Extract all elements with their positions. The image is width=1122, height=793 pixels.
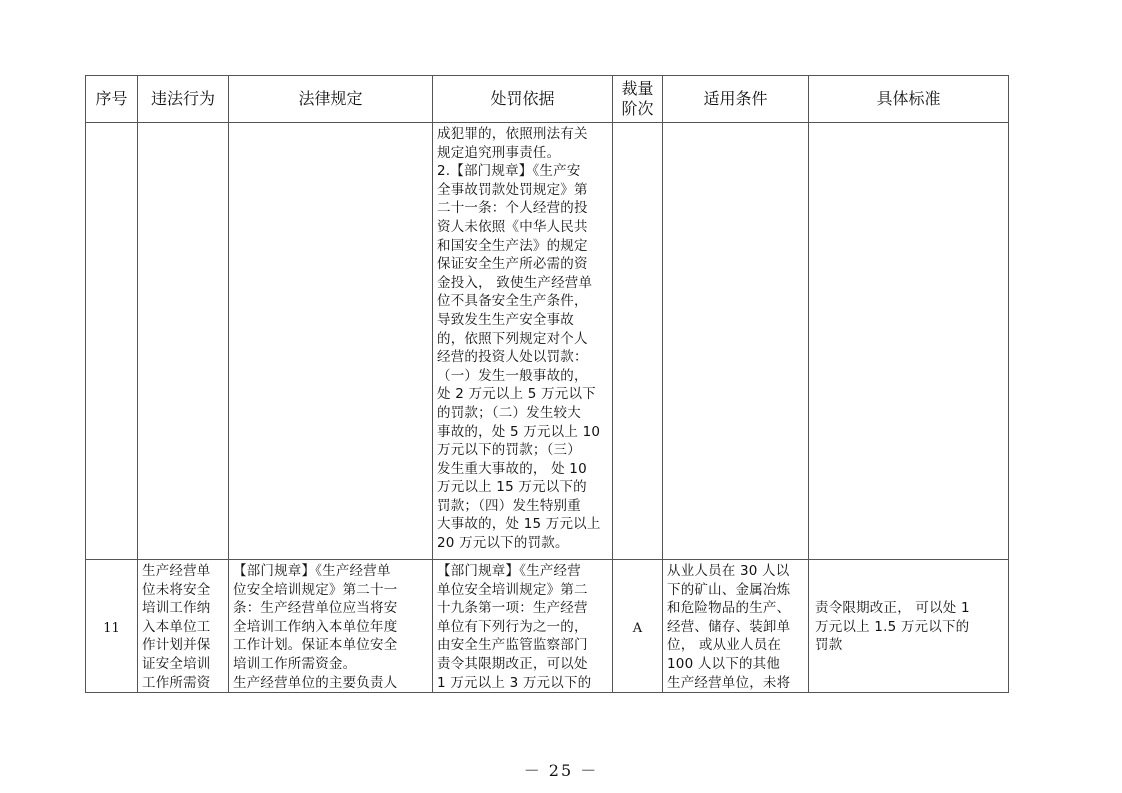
legal-provision-line: 全培训工作纳入本单位年度 [233, 618, 398, 635]
violation-line: 位未将安全 [142, 581, 211, 598]
penalty-basis-line: 1 万元以上 3 万元以下的 [437, 674, 592, 691]
row-index: 11 [103, 620, 120, 636]
table-row-continued [86, 123, 1009, 560]
penalty-basis-line: 成犯罪的，依照刑法有关 [437, 126, 588, 142]
cell-condition-empty [663, 123, 809, 560]
standard-line: 罚款 [815, 637, 843, 654]
penalty-basis-line: 的罚款；（二）发生较大 [437, 404, 581, 421]
cell-index-empty [86, 123, 138, 560]
header-level-line1: 裁量 [621, 79, 654, 98]
penalty-basis-line: 金投入， 致使生产经营单 [437, 274, 593, 291]
table-header-row [86, 76, 1009, 123]
condition-line: 下的矿山、金属冶炼 [667, 581, 791, 598]
condition-line: 从业人员在 30 人以 [667, 563, 790, 579]
legal-provision-line: 条：生产经营单位应当将安 [233, 600, 398, 617]
penalty-basis-line: （一）发生一般事故的， [437, 367, 588, 384]
legal-provision-line: 工作计划。保证本单位安全 [233, 637, 398, 654]
cell-level-empty [613, 123, 663, 560]
penalty-basis-line: 二十一条：个人经营的投 [437, 200, 588, 217]
penalty-basis-lines [433, 123, 612, 553]
penalty-basis-line: 规定追究刑事责任。 [437, 144, 561, 161]
page-number: － 25 － [523, 761, 599, 780]
condition-line: 生产经营单位，未将 [667, 674, 791, 691]
cell-index [86, 560, 138, 693]
cell-penalty-basis-continued [433, 123, 613, 560]
standard-line: 责令限期改正， 可以处 1 [815, 600, 970, 617]
cell-standard-empty [809, 123, 1009, 560]
header-condition: 适用条件 [663, 76, 809, 123]
violation-line: 培训工作纳 [142, 600, 211, 617]
cell-legal-provision-empty [229, 123, 433, 560]
penalty-basis-line: 万元以上 15 万元以下的 [437, 479, 587, 496]
penalty-basis-lines [433, 560, 612, 692]
header-index: 序号 [86, 76, 138, 123]
cell-level [613, 560, 663, 693]
violation-line: 入本单位工 [142, 618, 211, 635]
penalty-basis-line: 位不具备安全生产条件， [437, 293, 588, 310]
penalty-basis-line: 的，依照下列规定对个人 [437, 330, 588, 347]
header-standard: 具体标准 [809, 76, 1009, 123]
header-discretion-level [613, 76, 663, 123]
header-violation: 违法行为 [138, 76, 229, 123]
penalty-basis-line: 责令其限期改正，可以处 [437, 655, 588, 672]
cell-penalty-basis [433, 560, 613, 693]
header-legal-provision: 法律规定 [229, 76, 433, 123]
header-level-line2: 阶次 [621, 99, 654, 118]
penalty-basis-line: 事故的，处 5 万元以上 10 [437, 423, 601, 440]
penalty-basis-line: 十九条第一项：生产经营 [437, 600, 588, 617]
violation-line: 证安全培训 [142, 655, 211, 672]
penalty-basis-line: 大事故的，处 15 万元以上 [437, 516, 601, 533]
violation-line: 作计划并保 [142, 637, 211, 654]
penalty-basis-line: 20 万元以下的罚款。 [437, 535, 569, 552]
standard-lines [809, 597, 1008, 655]
standard-line: 万元以上 1.5 万元以下的 [815, 618, 970, 635]
cell-condition [663, 560, 809, 693]
penalty-basis-line: 全事故罚款处罚规定》第 [437, 181, 588, 198]
penalty-basis-line: 单位安全培训规定》第二 [437, 581, 588, 598]
penalty-basis-line: 经营的投资人处以罚款： [437, 349, 588, 366]
penalty-basis-line: 发生重大事故的， 处 10 [437, 460, 587, 477]
condition-line: 经营、储存、装卸单 [667, 618, 791, 635]
legal-provision-line: 位安全培训规定》第二十一 [233, 581, 398, 598]
violation-line: 生产经营单 [142, 563, 211, 579]
penalty-basis-line: 和国安全生产法》的规定 [437, 237, 588, 254]
condition-line: 100 人以下的其他 [667, 655, 781, 672]
penalty-basis-line: 处 2 万元以上 5 万元以下 [437, 386, 596, 403]
penalty-basis-line: 【部门规章】《生产经营 [437, 563, 581, 579]
violation-lines [138, 560, 228, 692]
penalty-basis-line: 导致发生生产安全事故 [437, 311, 574, 328]
penalty-standard-table [85, 75, 1009, 693]
table-row-11 [86, 560, 1009, 693]
penalty-basis-line: 由安全生产监管监察部门 [437, 637, 588, 654]
legal-provision-line: 培训工作所需资金。 [233, 655, 357, 672]
violation-line: 工作所需资 [142, 674, 211, 691]
cell-violation [138, 560, 229, 693]
legal-provision-line: 生产经营单位的主要负责人 [233, 674, 398, 691]
condition-lines [663, 560, 808, 692]
penalty-basis-line: 2.【部门规章】《生产安 [437, 163, 581, 180]
penalty-basis-line: 万元以下的罚款；（三） [437, 442, 581, 459]
penalty-basis-line: 资人未依照《中华人民共 [437, 218, 588, 235]
penalty-basis-line: 单位有下列行为之一的， [437, 618, 588, 635]
cell-standard [809, 560, 1009, 693]
condition-line: 位， 或从业人员在 [667, 637, 782, 654]
cell-legal-provision [229, 560, 433, 693]
legal-provision-line: 【部门规章】《生产经营单 [233, 563, 391, 579]
cell-violation-empty [138, 123, 229, 560]
header-penalty-basis: 处罚依据 [433, 76, 613, 123]
penalty-basis-line: 罚款；（四）发生特别重 [437, 497, 581, 514]
penalty-basis-line: 保证安全生产所必需的资 [437, 256, 588, 273]
condition-line: 和危险物品的生产、 [667, 600, 791, 617]
discretion-level: A [632, 620, 643, 636]
legal-provision-lines [229, 560, 432, 692]
